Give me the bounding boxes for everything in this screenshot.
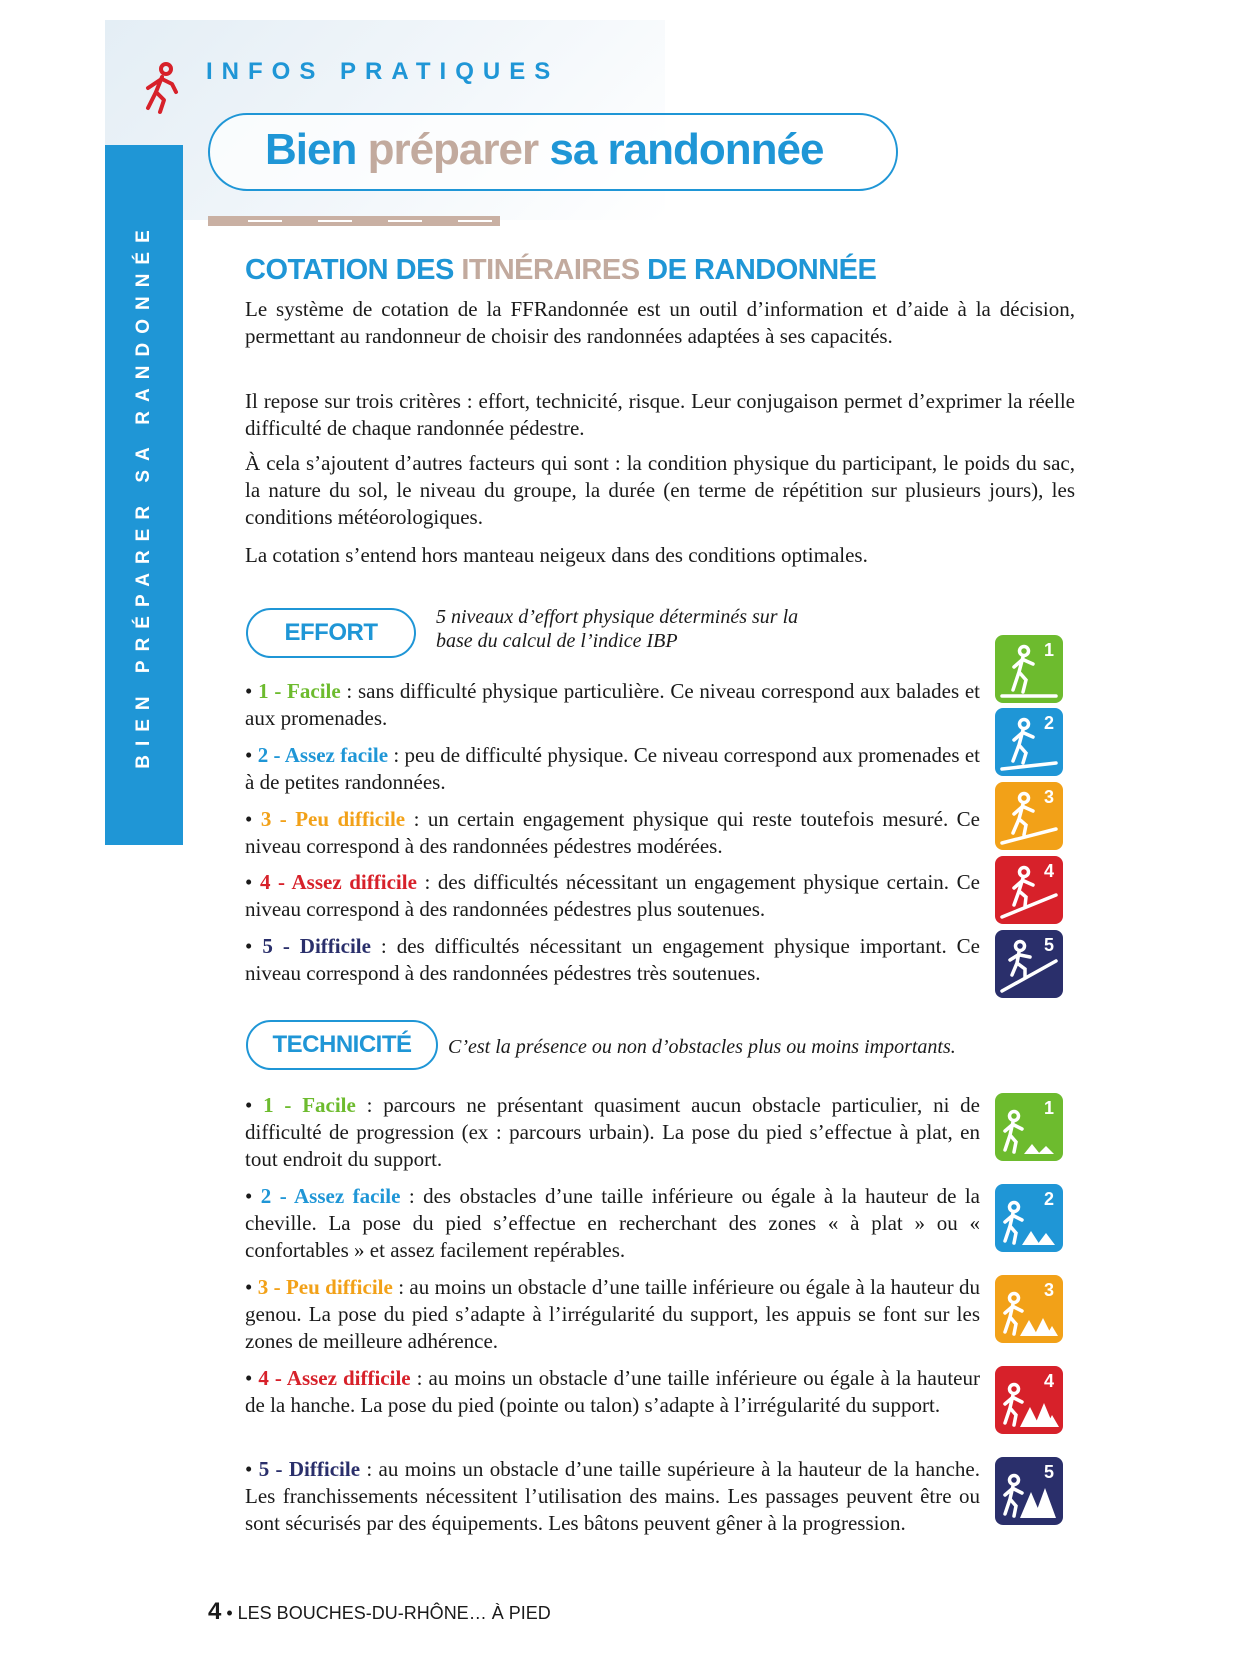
effort-note: 5 niveaux d’effort physique déterminés sur la base du calcul de l’indice IBP xyxy=(436,606,799,652)
technicite-level-3-icon xyxy=(994,1274,1064,1344)
title-underline xyxy=(208,216,500,226)
technicite-label: TECHNICITÉ xyxy=(246,1020,438,1070)
effort-level-5-icon xyxy=(994,929,1064,999)
effort-label: EFFORT xyxy=(246,608,416,658)
intro-paragraph: Il repose sur trois critères : effort, technicité, risque. Leur conjugaison permet d’exprimer la réelle difficulté de chaque randonnée pédestre. xyxy=(245,389,1075,440)
svg-text:2: 2 xyxy=(1043,713,1055,733)
side-band-label: BIEN PRÉPARER SA RANDONNÉE xyxy=(133,221,154,769)
effort-level-1-icon xyxy=(994,634,1064,704)
svg-text:3: 3 xyxy=(1043,787,1055,807)
effort-level-4-icon xyxy=(994,855,1064,925)
svg-text:4: 4 xyxy=(1043,861,1055,881)
svg-text:1: 1 xyxy=(1043,640,1055,660)
technicite-item: • 1 - Facile : parcours ne présentant quasiment aucun obstacle particulier, ni de difficulté de progression (ex : parcours urbain). La pose du pied s’effectue à plat, en tout endroit du support. xyxy=(245,1093,980,1171)
svg-text:1: 1 xyxy=(1043,1098,1055,1118)
technicite-level-5-icon xyxy=(994,1456,1064,1526)
effort-item: • 4 - Assez difficile : des difficultés nécessitant un engagement physique certain. Ce niveau correspond à des randonnées pédestres plus soutenues. xyxy=(245,870,980,921)
effort-level-3-icon xyxy=(994,781,1064,851)
intro-paragraph: La cotation s’entend hors manteau neigeux dans des conditions optimales. xyxy=(245,543,868,567)
effort-item: • 1 - Facile : sans difficulté physique particulière. Ce niveau correspond aux balades et aux promenades. xyxy=(245,679,981,730)
technicite-item: • 3 - Peu difficile : au moins un obstacle d’une taille inférieure ou égale à la hauteur du genou. La pose du pied s’adapte à l’irrégularité du support, les appuis se font sur les zones de meilleure adhérence. xyxy=(245,1275,981,1353)
svg-text:5: 5 xyxy=(1043,1462,1055,1482)
section-heading: COTATION DES ITINÉRAIRES DE RANDONNÉE xyxy=(245,254,877,286)
technicite-note: C’est la présence ou non d’obstacles plus ou moins importants. xyxy=(448,1036,956,1058)
intro-paragraph: À cela s’ajoutent d’autres facteurs qui sont : la condition physique du participant, le poids du sac, la nature du sol, le niveau du groupe, la durée (en terme de répétition sur plusieurs jours), les conditions météorologiques. xyxy=(245,451,1075,529)
intro-paragraph: Le système de cotation de la FFRandonnée est un outil d’information et d’aide à la décision, permettant au randonneur de choisir des randonnées adaptées à ses capacités. xyxy=(245,297,1075,348)
svg-text:3: 3 xyxy=(1043,1280,1055,1300)
effort-item: • 3 - Peu difficile : un certain engagement physique qui reste toutefois mesuré. Ce niveau correspond à des randonnées pédestres modérées. xyxy=(245,807,981,858)
section-label: INFOS PRATIQUES xyxy=(206,58,560,85)
effort-level-2-icon xyxy=(994,707,1064,777)
technicite-level-4-icon xyxy=(994,1365,1064,1435)
technicite-item: • 5 - Difficile : au moins un obstacle d’une taille supérieure à la hauteur de la hanche. Les franchissements nécessitent l’utilisation des mains. Les passages peuvent être ou sont sécurisés par des équipements. Les bâtons peuvent gêner à la progression. xyxy=(245,1457,980,1535)
effort-item: • 2 - Assez facile : peu de difficulté physique. Ce niveau correspond aux promenades et à de petites randonnées. xyxy=(245,743,980,794)
page-footer: 4 • LES BOUCHES-DU-RHÔNE… À PIED xyxy=(208,1598,551,1625)
svg-text:4: 4 xyxy=(1043,1371,1055,1391)
technicite-level-1-icon xyxy=(994,1092,1064,1162)
technicite-level-2-icon xyxy=(994,1183,1064,1253)
technicite-item: • 2 - Assez facile : des obstacles d’une taille inférieure ou égale à la hauteur de la cheville. La pose du pied s’effectue en recherchant des zones « à plat » ou « confortables » et assez facilement repérables. xyxy=(245,1184,980,1262)
svg-text:5: 5 xyxy=(1043,935,1055,955)
technicite-item: • 4 - Assez difficile : au moins un obstacle d’une taille inférieure ou égale à la hauteur de la hanche. La pose du pied (pointe ou talon) s’adapte à l’irrégularité du support. xyxy=(245,1366,980,1417)
hiker-logo-icon xyxy=(140,62,184,116)
svg-text:2: 2 xyxy=(1043,1189,1055,1209)
effort-item: • 5 - Difficile : des difficultés nécessitant un engagement physique important. Ce niveau correspond à des randonnées pédestres très soutenues. xyxy=(245,934,981,985)
page-title: Bien préparer sa randonnée xyxy=(265,125,824,174)
